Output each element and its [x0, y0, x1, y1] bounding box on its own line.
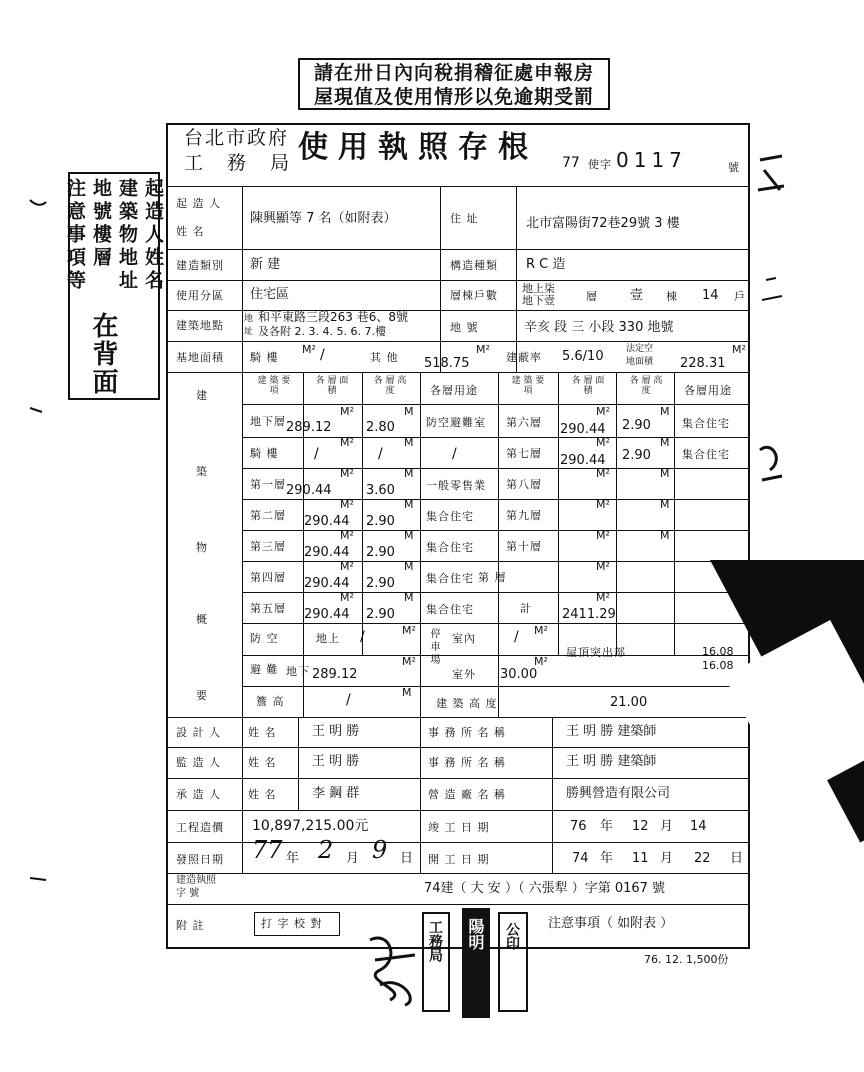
rule: [166, 904, 750, 905]
floor-use: 集合住宅: [682, 448, 730, 461]
site-mark-2: 址: [244, 327, 254, 337]
floor-height: 2.90: [622, 448, 651, 463]
side-note-col-3: 地號樓層: [90, 178, 112, 270]
gov-name-line-2: 工 務 局: [184, 152, 299, 174]
unit-m2: M²: [534, 624, 548, 637]
unit-m2: M²: [340, 498, 354, 511]
rule: [420, 372, 421, 717]
permit-number-text: 74建（ 大 安 ）（ 六張犁 ）字第 0167 號: [424, 881, 666, 896]
rule: [242, 717, 243, 873]
other-label: 其 他: [370, 351, 399, 364]
shelter-under-label: 地下: [286, 665, 310, 678]
rule: [440, 186, 441, 372]
legal-label-2: 地面積: [626, 357, 654, 367]
build-type-label: 建造類別: [176, 259, 224, 272]
start-month: 11: [632, 851, 649, 866]
issue-date-label: 發照日期: [176, 853, 224, 866]
unit-m2: M²: [340, 405, 354, 418]
floor-name: 第七層: [506, 447, 542, 460]
cost-label: 工程造價: [176, 821, 224, 834]
contractor-label: 承 造 人: [176, 788, 221, 801]
rule: [558, 372, 559, 655]
supervisor-firm: 王 明 勝 建築師: [566, 754, 657, 769]
issue-day: 9: [372, 836, 388, 864]
rule: [242, 372, 243, 717]
header-area-left: 各 層 面 積: [315, 376, 349, 396]
start-year: 74: [572, 851, 589, 866]
civil-ground-label: 地上: [316, 632, 340, 645]
designer-name-label: 姓 名: [248, 726, 277, 739]
header-area-right: 各 層 面 積: [571, 376, 605, 396]
address-label: 住 址: [450, 212, 479, 225]
year-text: 年: [600, 819, 614, 834]
unit-m2: M²: [534, 655, 548, 668]
section-label-2: 築: [196, 465, 208, 478]
struct-type-label: 構造種類: [450, 259, 498, 272]
floor-height: 2.90: [366, 607, 395, 622]
indoor-label: 室內: [452, 632, 476, 645]
floor-use: 一般零售業: [426, 479, 486, 492]
floor-area: 290.44: [304, 607, 350, 622]
rule: [166, 873, 750, 874]
roof-protrusion-value-1: 16.08: [702, 645, 734, 658]
rule: [166, 778, 750, 779]
floors-below: 地下壹: [522, 294, 555, 307]
hu-count: 14: [702, 288, 719, 303]
floors-label: 層棟戶數: [450, 289, 498, 302]
header-height-right: 各 層 高 度: [629, 376, 663, 396]
site-address-line-1: 和平東路三段263 巷6、8號: [258, 310, 408, 324]
side-note-big: 在背面: [88, 312, 118, 396]
header-height-left: 各 層 高 度: [373, 376, 407, 396]
unit-m2: M²: [596, 591, 610, 604]
address-value: 北市富陽街72巷29號 3 樓: [526, 216, 680, 231]
floor-name: 第八層: [506, 478, 542, 491]
rule: [166, 249, 750, 250]
arcade-label: 騎 樓: [250, 351, 279, 364]
month-text: 月: [346, 851, 360, 866]
rule: [166, 341, 750, 342]
permit-year: 77: [562, 155, 580, 171]
floor-area: 290.44: [560, 453, 606, 468]
coverage-label: 建蔽率: [506, 351, 542, 364]
floor-height: 2.90: [366, 545, 395, 560]
civil-ground-value: /: [360, 629, 365, 645]
unit-m: M: [404, 529, 414, 542]
unit-m2: M²: [340, 560, 354, 573]
outdoor-value: 30.00: [500, 667, 538, 682]
unit-m2: M²: [340, 591, 354, 604]
unit-m: M: [660, 529, 670, 542]
floor-name: 計: [520, 602, 532, 615]
layer-text: 層: [586, 290, 598, 303]
floor-height: 2.90: [366, 576, 395, 591]
eaves-height-value: /: [346, 692, 351, 708]
side-note-col-1: 起造人姓名: [142, 178, 164, 293]
floor-name: 第九層: [506, 509, 542, 522]
site-mark-1: 地: [244, 314, 254, 324]
seal-text-3: 公印: [504, 922, 520, 950]
unit-m2: M²: [402, 655, 416, 668]
rule: [166, 186, 750, 187]
floor-name: 第六層: [506, 416, 542, 429]
year-text: 年: [286, 851, 300, 866]
rule: [616, 372, 617, 655]
floor-use: 集合住宅: [426, 510, 474, 523]
floor-use: /: [452, 446, 457, 462]
shelter-value: 289.12: [312, 667, 358, 682]
owner-label-a: 起 造 人: [176, 197, 221, 210]
floor-area: 290.44: [560, 422, 606, 437]
unit-m: M: [660, 467, 670, 480]
total-height-value: 21.00: [610, 695, 648, 710]
permit-label-2: 字 號: [176, 888, 200, 899]
header-use-right: 各層用途: [684, 384, 732, 397]
floor-use: 集合住宅: [426, 541, 474, 554]
floor-name: 第三層: [250, 540, 286, 553]
unit-m: M: [404, 405, 414, 418]
unit-m2: M²: [596, 560, 610, 573]
coverage-value: 5.6/10: [562, 349, 604, 364]
struct-type-value: R C 造: [526, 257, 566, 272]
floor-name: 第二層: [250, 509, 286, 522]
unit-m2: M²: [596, 529, 610, 542]
rule: [498, 372, 499, 717]
site-address-line-2: 及各附 2. 3. 4. 5. 6. 7.樓: [258, 325, 386, 338]
unit-m2: M²: [402, 624, 416, 637]
notice-line-2: 屋現值及使用情形以免逾期受罰: [313, 86, 594, 108]
arcade-value: /: [320, 347, 325, 363]
lot-label: 地 號: [450, 321, 479, 334]
unit-m: M: [404, 436, 414, 449]
eaves-height-label: 簷 高: [256, 695, 285, 708]
day-text: 日: [400, 851, 414, 866]
civil-defense-label: 防 空: [250, 632, 279, 645]
rule: [242, 686, 750, 687]
unit-m: M: [402, 686, 412, 699]
floor-area: 290.44: [304, 514, 350, 529]
designer-firm-label: 事 務 所 名 稱: [428, 726, 506, 739]
supervisor-name: 王 明 勝: [312, 754, 360, 769]
unit-m: M: [404, 591, 414, 604]
cost-value: 10,897,215.00元: [252, 818, 369, 834]
factory-name: 勝興營造有限公司: [566, 786, 671, 801]
section-label-4: 概: [196, 613, 208, 626]
rule: [674, 372, 675, 655]
permit-label-1: 建造執照: [176, 875, 216, 886]
header-item-left: 建 築 要 項: [257, 376, 291, 396]
year-text: 年: [600, 851, 614, 866]
rule: [420, 717, 421, 873]
base-area-label: 基地面積: [176, 351, 224, 364]
gov-name-line-1: 台北市政府: [184, 127, 290, 149]
unit-m2: M²: [596, 467, 610, 480]
finish-month: 12: [632, 819, 649, 834]
rule: [552, 717, 553, 873]
notice-line-1: 請在卅日內向稅捐稽征處申報房: [313, 62, 594, 84]
floor-name: 第四層: [250, 571, 286, 584]
dong-count: 壹: [630, 288, 644, 303]
tax-notice-box: [298, 58, 610, 110]
designer-label: 設 計 人: [176, 726, 221, 739]
start-date-label: 開 工 日 期: [428, 853, 490, 866]
proofread-stamp-text: 打 字 校 對: [261, 917, 323, 930]
header-item-right: 建 築 要 項: [511, 376, 545, 396]
unit-m2: M²: [340, 529, 354, 542]
permit-suffix: 號: [728, 161, 740, 174]
unit-m: M: [660, 498, 670, 511]
unit-m: M: [660, 405, 670, 418]
seal-text-1: 工務局: [427, 920, 443, 962]
floor-area: 289.12: [286, 420, 332, 435]
contractor-name: 李 鋼 群: [312, 786, 360, 801]
other-area-value: 518.75: [424, 356, 470, 371]
designer-firm: 王 明 勝 建築師: [566, 724, 657, 739]
unit-m: M: [404, 498, 414, 511]
section-label-1: 建: [196, 389, 208, 402]
side-note-col-2: 建築物地址: [116, 178, 138, 293]
roof-protrusion-label: 屋頂突出部: [566, 646, 626, 659]
section-label-5: 要: [196, 689, 208, 702]
rule: [362, 372, 363, 655]
floor-name: 地下層: [250, 415, 286, 428]
month-text: 月: [660, 851, 674, 866]
floor-height: /: [378, 446, 383, 462]
proofread-stamp: [254, 912, 340, 936]
floor-use: 集合住宅: [426, 603, 474, 616]
unit-m2: M²: [596, 405, 610, 418]
floors-above: 地上柒: [522, 282, 555, 295]
rule: [298, 717, 299, 810]
rule: [516, 186, 517, 372]
unit-m: M: [404, 467, 414, 480]
issue-month: 2: [318, 836, 334, 864]
floor-area: 290.44: [286, 483, 332, 498]
parking-label: 停 車 場: [428, 628, 439, 665]
floor-use: 防空避難室: [426, 416, 486, 429]
permit-prefix: 使字: [588, 158, 612, 171]
rule: [166, 747, 750, 748]
unit-m2: M²: [302, 343, 316, 356]
owner-label-b: 姓 名: [176, 225, 205, 238]
supervisor-label: 監 造 人: [176, 756, 221, 769]
dong-text: 棟: [666, 290, 678, 303]
left-margin-marks: [24, 190, 54, 890]
floor-use: 集合住宅: [426, 572, 474, 585]
floor-height: 2.80: [366, 420, 395, 435]
rule: [166, 810, 750, 811]
rule: [166, 310, 750, 311]
unit-m2: M²: [340, 467, 354, 480]
hu-text: 戶: [734, 290, 746, 303]
unit-m2: M²: [340, 436, 354, 449]
floor-name: 騎 樓: [250, 447, 279, 460]
finish-date-label: 竣 工 日 期: [428, 821, 490, 834]
outdoor-label: 室外: [452, 668, 476, 681]
signature-scribble: [360, 930, 430, 1010]
floor-height: 2.90: [622, 418, 651, 433]
shelter-label: 避 難: [250, 663, 279, 676]
remarks-note: 注意事項（ 如附表 ）: [548, 916, 674, 931]
form-title: 使用執照存根: [298, 130, 538, 165]
unit-m2: M²: [476, 343, 490, 356]
roof-protrusion-value-2: 16.08: [702, 659, 734, 672]
legal-label-1: 法定空: [626, 344, 654, 354]
section-label-3: 物: [196, 541, 208, 554]
header-use-left: 各層用途: [430, 384, 478, 397]
total-floor-area: 2411.29: [562, 607, 616, 622]
lot-value: 辛亥 段 三 小段 330 地號: [524, 320, 674, 335]
floor-height: 3.60: [366, 483, 395, 498]
rule: [242, 655, 750, 656]
finish-year: 76: [570, 819, 587, 834]
build-type-value: 新 建: [250, 257, 281, 272]
indoor-value: /: [514, 629, 519, 645]
unit-m: M: [660, 436, 670, 449]
floor-name: 第五層: [250, 602, 286, 615]
unit-m: M: [404, 560, 414, 573]
supervisor-firm-label: 事 務 所 名 稱: [428, 756, 506, 769]
site-label: 建築地點: [176, 319, 224, 332]
floor-name: 第十層: [506, 540, 542, 553]
owner-value: 陳興顯等 7 名（如附表）: [250, 211, 397, 226]
start-day: 22: [694, 851, 711, 866]
zone-label: 使用分區: [176, 289, 224, 302]
designer-name: 王 明 勝: [312, 724, 360, 739]
side-note-col-4: 注意事項等: [64, 178, 86, 293]
unit-m2: M²: [596, 436, 610, 449]
seal-box-3: [498, 912, 528, 1012]
legal-open-area: 228.31: [680, 356, 726, 371]
floor-area: 290.44: [304, 576, 350, 591]
month-text: 月: [660, 819, 674, 834]
finish-day: 14: [690, 819, 707, 834]
floor-area: 290.44: [304, 545, 350, 560]
remarks-label: 附 註: [176, 919, 205, 932]
overlap-document: [680, 560, 864, 860]
seal-text-2: 陽明: [466, 918, 485, 950]
seal-box-2: [462, 908, 490, 1018]
supervisor-name-label: 姓 名: [248, 756, 277, 769]
rule: [166, 717, 750, 718]
factory-label: 營 造 廠 名 稱: [428, 788, 506, 801]
right-margin-marks: [752, 150, 792, 550]
day-text: 日: [730, 851, 744, 866]
unit-m2: M²: [732, 343, 746, 356]
rule: [166, 280, 750, 281]
rule: [242, 186, 243, 372]
issue-year: 77: [252, 836, 283, 864]
unit-m2: M²: [596, 498, 610, 511]
total-height-label: 建 築 高 度: [436, 697, 498, 710]
contractor-name-label: 姓 名: [248, 788, 277, 801]
rule: [166, 372, 750, 373]
floor-area: /: [314, 446, 319, 462]
floor-name: 第 層: [478, 571, 507, 584]
floor-height: 2.90: [366, 514, 395, 529]
zone-value: 住宅區: [250, 287, 290, 302]
permit-number: 0117: [616, 148, 687, 172]
print-run-footer: 76. 12. 1,500份: [644, 953, 729, 966]
floor-name: 第一層: [250, 478, 286, 491]
floor-use: 集合住宅: [682, 417, 730, 430]
